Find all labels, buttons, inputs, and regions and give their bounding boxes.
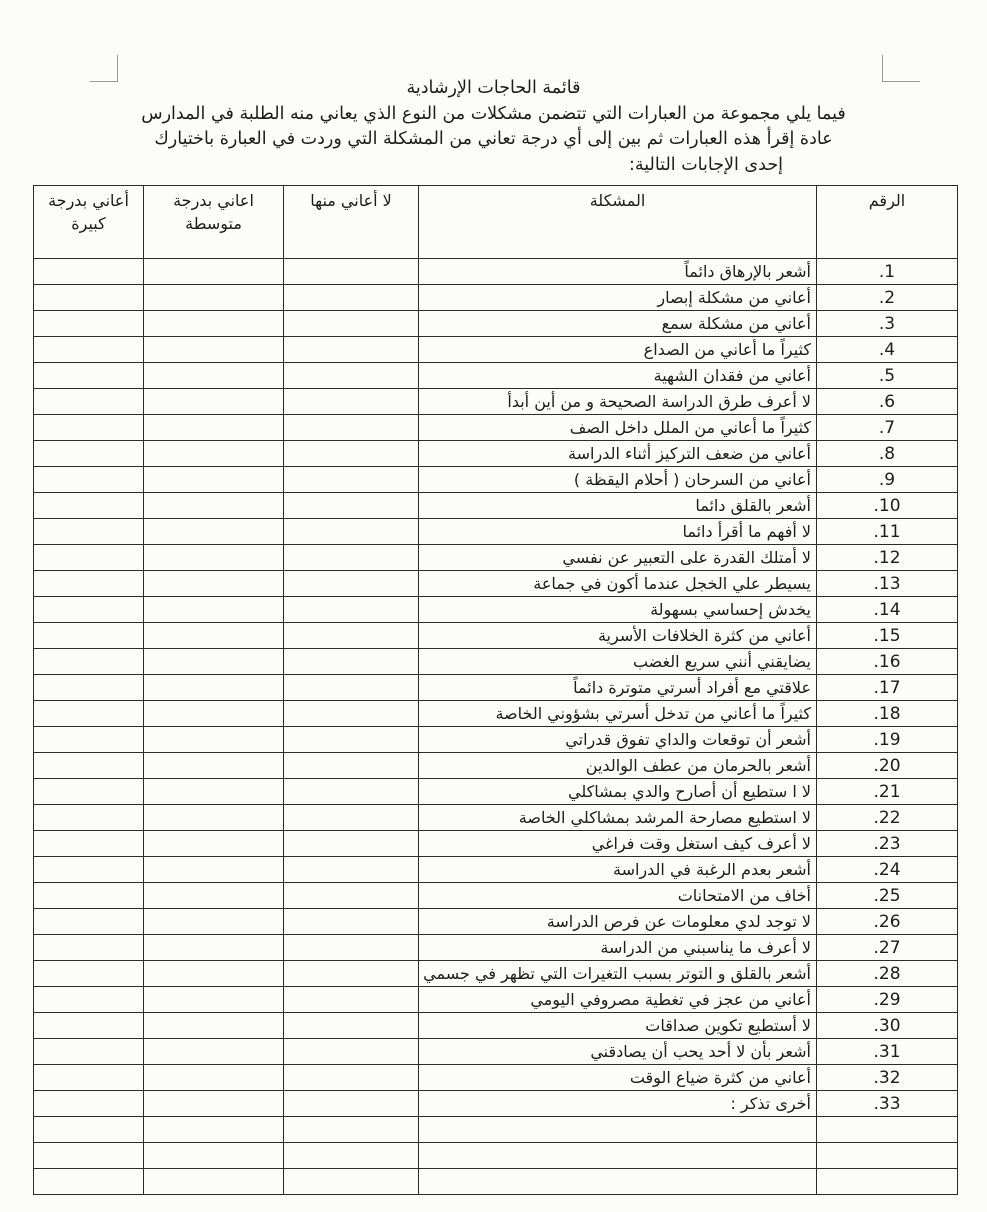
problem-text: لا أعرف كيف استغل وقت فراغي: [419, 831, 817, 857]
answer-cell-none[interactable]: [284, 779, 419, 805]
answer-cell-none[interactable]: [284, 441, 419, 467]
answer-cell-medium[interactable]: [144, 415, 284, 441]
header-number: الرقم: [817, 186, 958, 259]
row-number: .5: [817, 363, 958, 389]
answer-cell-none[interactable]: [284, 363, 419, 389]
problem-text: أشعر بالحرمان من عطف الوالدين: [419, 753, 817, 779]
row-number: .11: [817, 519, 958, 545]
row-number: .26: [817, 909, 958, 935]
table-row: [34, 1013, 958, 1039]
table-row: [34, 961, 958, 987]
row-number: .27: [817, 935, 958, 961]
problem-text: أشعر أن توقعات والداي تفوق قدراتي: [419, 727, 817, 753]
answer-cell-high[interactable]: [34, 805, 144, 831]
row-number: .28: [817, 961, 958, 987]
answer-cell-high[interactable]: [34, 363, 144, 389]
answer-cell-high[interactable]: [34, 389, 144, 415]
row-number: [817, 1117, 958, 1143]
answer-cell-none[interactable]: [284, 571, 419, 597]
answer-cell-none[interactable]: [284, 935, 419, 961]
problem-text: كثيراً ما أعاني من تدخل أسرتي بشؤوني الخاصة: [419, 701, 817, 727]
answer-cell-high[interactable]: [34, 1143, 144, 1169]
row-number: .20: [817, 753, 958, 779]
page-title: قائمة الحاجات الإرشادية: [406, 78, 581, 98]
row-number: .31: [817, 1039, 958, 1065]
answer-cell-medium[interactable]: [144, 259, 284, 285]
problem-text: علاقتي مع أفراد أسرتي متوترة دائماً: [419, 675, 817, 701]
answer-cell-none[interactable]: [284, 415, 419, 441]
answer-cell-medium[interactable]: [144, 519, 284, 545]
answer-cell-medium[interactable]: [144, 1169, 284, 1195]
row-number: .17: [817, 675, 958, 701]
row-number: .23: [817, 831, 958, 857]
answer-cell-medium[interactable]: [144, 623, 284, 649]
answer-cell-medium[interactable]: [144, 831, 284, 857]
answer-cell-high[interactable]: [34, 987, 144, 1013]
header-high: أعاني بدرجة كبيرة: [34, 186, 144, 259]
header-problem: المشكلة: [419, 186, 817, 259]
problem-text: أعاني من عجز في تغطية مصروفي اليومي: [419, 987, 817, 1013]
table-row: [34, 1039, 958, 1065]
problem-text: أشعر بالقلق و التوتر بسبب التغيرات التي تظهر في جسمي: [419, 961, 817, 987]
row-number: .10: [817, 493, 958, 519]
answer-cell-medium[interactable]: [144, 779, 284, 805]
answer-cell-high[interactable]: [34, 337, 144, 363]
answer-cell-medium[interactable]: [144, 1039, 284, 1065]
answer-cell-high[interactable]: [34, 727, 144, 753]
problem-text: [419, 1143, 817, 1169]
problem-text: أعاني من مشكلة إبصار: [419, 285, 817, 311]
problem-text: أعاني من كثرة ضياع الوقت: [419, 1065, 817, 1091]
row-number: [817, 1143, 958, 1169]
answer-cell-medium[interactable]: [144, 857, 284, 883]
answer-cell-high[interactable]: [34, 883, 144, 909]
problem-text: لا توجد لدي معلومات عن فرص الدراسة: [419, 909, 817, 935]
problem-text: [419, 1169, 817, 1195]
empty-table-row: [34, 1169, 958, 1195]
answer-cell-high[interactable]: [34, 831, 144, 857]
answer-cell-high[interactable]: [34, 753, 144, 779]
row-number: .8: [817, 441, 958, 467]
row-number: .3: [817, 311, 958, 337]
row-number: .1: [817, 259, 958, 285]
answer-cell-high[interactable]: [34, 597, 144, 623]
answer-cell-high[interactable]: [34, 519, 144, 545]
table-row: [34, 883, 958, 909]
table-header-row: [34, 186, 958, 259]
row-number: .18: [817, 701, 958, 727]
answer-cell-none[interactable]: [284, 831, 419, 857]
answer-cell-none[interactable]: [284, 675, 419, 701]
answer-cell-none[interactable]: [284, 493, 419, 519]
row-number: .22: [817, 805, 958, 831]
answer-cell-high[interactable]: [34, 909, 144, 935]
row-number: .24: [817, 857, 958, 883]
answer-cell-medium[interactable]: [144, 363, 284, 389]
table-row: [34, 311, 958, 337]
row-number: .4: [817, 337, 958, 363]
problem-text: يضايقني أنني سريع الغضب: [419, 649, 817, 675]
problem-text: أعاني من ضعف التركيز أثناء الدراسة: [419, 441, 817, 467]
answer-cell-none[interactable]: [284, 259, 419, 285]
intro-line-2: عادة إقرأ هذه العبارات ثم بين إلى أي درجة تعاني من المشكلة التي وردت في العبارة باختيارك: [154, 129, 833, 149]
table-row: [34, 857, 958, 883]
problem-text: لا ا ستطيع أن أصارح والدي بمشاكلي: [419, 779, 817, 805]
table-row: [34, 597, 958, 623]
problem-text: [419, 1117, 817, 1143]
answer-cell-none[interactable]: [284, 1013, 419, 1039]
answer-cell-medium[interactable]: [144, 909, 284, 935]
problems-table: [33, 185, 958, 1195]
answer-cell-none[interactable]: [284, 389, 419, 415]
table-row: [34, 727, 958, 753]
answer-cell-high[interactable]: [34, 675, 144, 701]
answer-cell-high[interactable]: [34, 1091, 144, 1117]
answer-cell-medium[interactable]: [144, 467, 284, 493]
row-number: .21: [817, 779, 958, 805]
answer-cell-high[interactable]: [34, 623, 144, 649]
problem-text: أخاف من الامتحانات: [419, 883, 817, 909]
answer-cell-medium[interactable]: [144, 389, 284, 415]
problem-text: أشعر بالقلق دائما: [419, 493, 817, 519]
answer-cell-none[interactable]: [284, 467, 419, 493]
answer-cell-none[interactable]: [284, 519, 419, 545]
answer-cell-none[interactable]: [284, 1065, 419, 1091]
answer-cell-high[interactable]: [34, 467, 144, 493]
answer-cell-medium[interactable]: [144, 285, 284, 311]
answer-cell-high[interactable]: [34, 259, 144, 285]
header-medium: اعاني بدرجة متوسطة: [144, 186, 284, 259]
intro-line-3: إحدى الإجابات التالية:: [628, 155, 783, 175]
row-number: .12: [817, 545, 958, 571]
answer-cell-none[interactable]: [284, 909, 419, 935]
answer-cell-medium[interactable]: [144, 805, 284, 831]
answer-cell-medium[interactable]: [144, 961, 284, 987]
answer-cell-none[interactable]: [284, 727, 419, 753]
problem-text: كثيراً ما أعاني من الصداع: [419, 337, 817, 363]
table-row: [34, 493, 958, 519]
table-row: [34, 623, 958, 649]
table-row: [34, 1065, 958, 1091]
table-row: [34, 467, 958, 493]
table-row: [34, 337, 958, 363]
table-row: [34, 259, 958, 285]
answer-cell-medium[interactable]: [144, 571, 284, 597]
table-row: [34, 935, 958, 961]
problem-text: يخدش إحساسي بسهولة: [419, 597, 817, 623]
row-number: .19: [817, 727, 958, 753]
row-number: .9: [817, 467, 958, 493]
row-number: .25: [817, 883, 958, 909]
table-row: [34, 415, 958, 441]
answer-cell-high[interactable]: [34, 779, 144, 805]
answer-cell-medium[interactable]: [144, 1117, 284, 1143]
answer-cell-high[interactable]: [34, 311, 144, 337]
answer-cell-none[interactable]: [284, 1039, 419, 1065]
row-number: .30: [817, 1013, 958, 1039]
problem-text: كثيراً ما أعاني من الملل داخل الصف: [419, 415, 817, 441]
row-number: .29: [817, 987, 958, 1013]
answer-cell-none[interactable]: [284, 597, 419, 623]
answer-cell-none[interactable]: [284, 1091, 419, 1117]
problem-text: أعاني من كثرة الخلافات الأسرية: [419, 623, 817, 649]
answer-cell-high[interactable]: [34, 545, 144, 571]
answer-cell-medium[interactable]: [144, 311, 284, 337]
answer-cell-medium[interactable]: [144, 675, 284, 701]
answer-cell-none[interactable]: [284, 1143, 419, 1169]
row-number: .6: [817, 389, 958, 415]
row-number: .32: [817, 1065, 958, 1091]
answer-cell-medium[interactable]: [144, 727, 284, 753]
answer-cell-none[interactable]: [284, 311, 419, 337]
row-number: .15: [817, 623, 958, 649]
row-number: .7: [817, 415, 958, 441]
answer-cell-medium[interactable]: [144, 701, 284, 727]
answer-cell-high[interactable]: [34, 701, 144, 727]
table-row: [34, 519, 958, 545]
answer-cell-none[interactable]: [284, 961, 419, 987]
answer-cell-none[interactable]: [284, 1169, 419, 1195]
row-number: [817, 1169, 958, 1195]
answer-cell-medium[interactable]: [144, 441, 284, 467]
intro-line-1: فيما يلي مجموعة من العبارات التي تتضمن مشكلات من النوع الذي يعاني منه الطلبة في المدارس: [141, 104, 846, 124]
table-row: [34, 805, 958, 831]
problem-text: أشعر بالإرهاق دائماً: [419, 259, 817, 285]
answer-cell-high[interactable]: [34, 441, 144, 467]
answer-cell-medium[interactable]: [144, 493, 284, 519]
table-row: [34, 571, 958, 597]
problem-text: لا أستطيع تكوين صداقات: [419, 1013, 817, 1039]
problem-text: لا استطيع مصارحة المرشد بمشاكلي الخاصة: [419, 805, 817, 831]
header-none: لا أعاني منها: [284, 186, 419, 259]
row-number: .14: [817, 597, 958, 623]
answer-cell-high[interactable]: [34, 935, 144, 961]
problem-text: يسيطر علي الخجل عندما أكون في جماعة: [419, 571, 817, 597]
table-row: [34, 753, 958, 779]
answer-cell-high[interactable]: [34, 857, 144, 883]
answer-cell-none[interactable]: [284, 285, 419, 311]
answer-cell-medium[interactable]: [144, 1065, 284, 1091]
answer-cell-medium[interactable]: [144, 1143, 284, 1169]
answer-cell-none[interactable]: [284, 337, 419, 363]
answer-cell-medium[interactable]: [144, 545, 284, 571]
table-row: [34, 545, 958, 571]
answer-cell-high[interactable]: [34, 571, 144, 597]
empty-table-row: [34, 1143, 958, 1169]
answer-cell-none[interactable]: [284, 1117, 419, 1143]
answer-cell-medium[interactable]: [144, 337, 284, 363]
row-number: .33: [817, 1091, 958, 1117]
answer-cell-none[interactable]: [284, 701, 419, 727]
problem-text: لا أمتلك القدرة على التعبير عن نفسي: [419, 545, 817, 571]
answer-cell-high[interactable]: [34, 649, 144, 675]
answer-cell-none[interactable]: [284, 545, 419, 571]
problem-text: أعاني من السرحان ( أحلام اليقظة ): [419, 467, 817, 493]
answer-cell-high[interactable]: [34, 1013, 144, 1039]
table-row: [34, 909, 958, 935]
problem-text: لا أفهم ما أقرأ دائما: [419, 519, 817, 545]
table-row: [34, 701, 958, 727]
answer-cell-high[interactable]: [34, 493, 144, 519]
answer-cell-medium[interactable]: [144, 987, 284, 1013]
answer-cell-high[interactable]: [34, 1117, 144, 1143]
problem-text: أخرى تذكر :: [419, 1091, 817, 1117]
answer-cell-medium[interactable]: [144, 883, 284, 909]
table-row: [34, 779, 958, 805]
answer-cell-high[interactable]: [34, 1065, 144, 1091]
answer-cell-medium[interactable]: [144, 649, 284, 675]
table-row: [34, 987, 958, 1013]
answer-cell-none[interactable]: [284, 987, 419, 1013]
problem-text: لا أعرف طرق الدراسة الصحيحة و من أين أبدأ: [419, 389, 817, 415]
answer-cell-none[interactable]: [284, 805, 419, 831]
problem-text: أشعر بعدم الرغبة في الدراسة: [419, 857, 817, 883]
answer-cell-high[interactable]: [34, 1169, 144, 1195]
table-body: [34, 259, 958, 1195]
answer-cell-high[interactable]: [34, 961, 144, 987]
row-number: .13: [817, 571, 958, 597]
problem-text: لا أعرف ما يناسبني من الدراسة: [419, 935, 817, 961]
answer-cell-medium[interactable]: [144, 1091, 284, 1117]
problem-text: أشعر بأن لا أحد يحب أن يصادقني: [419, 1039, 817, 1065]
row-number: .2: [817, 285, 958, 311]
table-row: [34, 441, 958, 467]
table-row: [34, 389, 958, 415]
answer-cell-none[interactable]: [284, 623, 419, 649]
answer-cell-none[interactable]: [284, 857, 419, 883]
answer-cell-high[interactable]: [34, 1039, 144, 1065]
row-number: .16: [817, 649, 958, 675]
answer-cell-none[interactable]: [284, 753, 419, 779]
answer-cell-medium[interactable]: [144, 1013, 284, 1039]
table-row: [34, 363, 958, 389]
table-row: [34, 649, 958, 675]
answer-cell-high[interactable]: [34, 415, 144, 441]
answer-cell-medium[interactable]: [144, 753, 284, 779]
table-row: [34, 675, 958, 701]
problem-text: أعاني من مشكلة سمع: [419, 311, 817, 337]
answer-cell-medium[interactable]: [144, 935, 284, 961]
table-row: [34, 1091, 958, 1117]
table-row: [34, 285, 958, 311]
answer-cell-none[interactable]: [284, 883, 419, 909]
problem-text: أعاني من فقدان الشهية: [419, 363, 817, 389]
answer-cell-medium[interactable]: [144, 597, 284, 623]
answer-cell-none[interactable]: [284, 649, 419, 675]
answer-cell-high[interactable]: [34, 285, 144, 311]
empty-table-row: [34, 1117, 958, 1143]
table-row: [34, 831, 958, 857]
